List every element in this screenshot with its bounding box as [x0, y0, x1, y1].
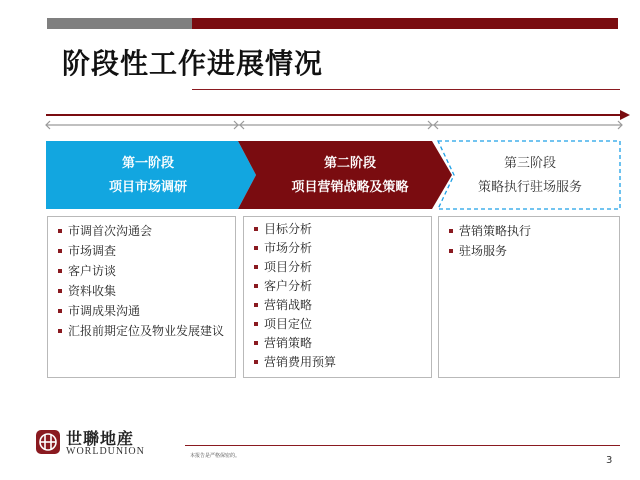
list-item: 市场调查: [58, 243, 229, 259]
list-item: 驻场服务: [449, 243, 613, 259]
page-number: 3: [606, 455, 613, 466]
list-item: 营销战略: [254, 297, 425, 313]
list-item: 营销策略执行: [449, 223, 613, 239]
list-item: 营销费用预算: [254, 354, 425, 370]
stage-1-subtitle: 项目市场调研: [108, 180, 187, 195]
worldunion-logo-icon: [36, 430, 60, 454]
title-divider: [192, 89, 620, 90]
top-bar-grey: [47, 18, 192, 29]
list-item: 项目定位: [254, 316, 425, 332]
stage-1-task-list: [47, 216, 236, 378]
list-item: 市调成果沟通: [58, 303, 229, 319]
list-item: 市场分析: [254, 240, 425, 256]
stage-1-title: 第一阶段: [121, 156, 174, 171]
timeline-arrow: [40, 108, 630, 132]
stage-2: [250, 152, 450, 202]
stage-2-subtitle: 项目营销战略及策略: [291, 180, 409, 195]
confidentiality-note: 本报告是严格保密的。: [190, 453, 241, 459]
list-item: 资料收集: [58, 283, 229, 299]
stage-2-task-list: [243, 216, 432, 378]
list-item: 汇报前期定位及物业发展建议: [58, 323, 229, 339]
stage-3-subtitle: 策略执行驻场服务: [477, 180, 582, 195]
stage-1: [48, 152, 248, 202]
stage-3-title: 第三阶段: [503, 156, 556, 171]
stage-3-task-list: [438, 216, 620, 378]
list-item: 项目分析: [254, 259, 425, 275]
logo-text-cn: 世聯地産: [66, 429, 135, 448]
list-item: 市调首次沟通会: [58, 223, 229, 239]
top-bar-red: [192, 18, 618, 29]
footer-divider: [185, 445, 620, 446]
list-item: 目标分析: [254, 221, 425, 237]
stage-2-title: 第二阶段: [323, 156, 376, 171]
list-item: 客户分析: [254, 278, 425, 294]
list-item: 客户访谈: [58, 263, 229, 279]
list-item: 营销策略: [254, 335, 425, 351]
stage-3: [440, 152, 620, 202]
page-title: 阶段性工作进展情况: [62, 47, 324, 80]
logo-text-en: WORLDUNION: [66, 446, 145, 457]
